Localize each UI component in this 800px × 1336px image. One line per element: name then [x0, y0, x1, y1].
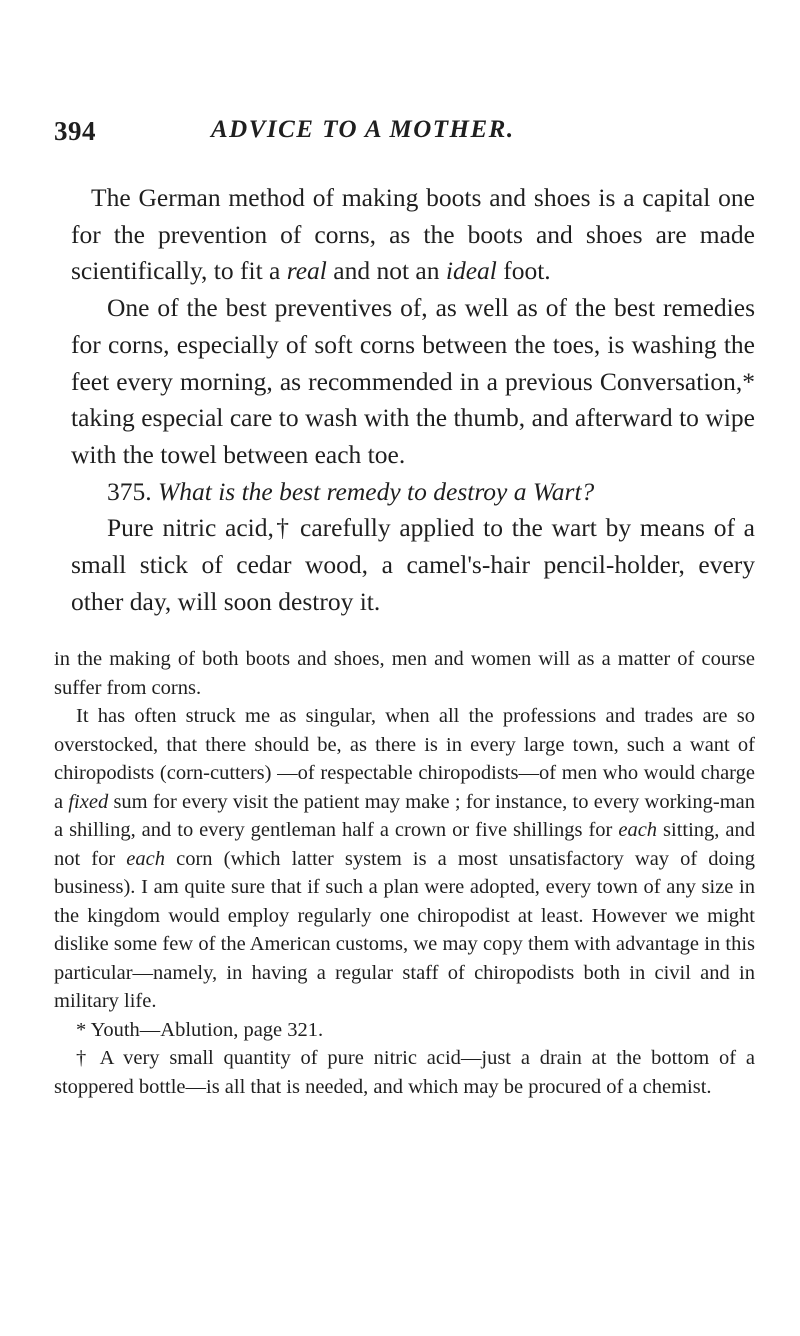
- text-run: It has often struck me as singular, when all the professions and trades are so overstocked, that there should be, as there is in every large town, such a want of chiropodists (corn-cutters) —of respectable chiropodists—of men who would charge a: [54, 705, 755, 813]
- footnote-asterisk: * Youth—Ablution, page 321.: [76, 1018, 324, 1041]
- running-head: ADVICE TO A MOTHER.: [211, 116, 515, 143]
- paragraph-nitric-acid: Pure nitric acid,† carefully applied to the wart by means of a small stick of cedar wood, a camel's-hair pencil-holder, every other day, will soon destroy it.: [71, 513, 755, 616]
- page-number: 394: [54, 116, 96, 146]
- emphasis-real: real: [286, 256, 327, 286]
- question-heading: [71, 474, 755, 511]
- text-run: sitting, and not for: [54, 819, 755, 870]
- text-run: foot.: [496, 256, 551, 286]
- footnotes: [54, 645, 755, 1101]
- emphasis-fixed: fixed: [68, 790, 109, 813]
- paragraph-boots: [71, 180, 755, 290]
- footnote-continuation: in the making of both boots and shoes, men and women will as a matter of course suffer from corns.: [54, 648, 755, 699]
- text-run: and not an: [326, 256, 446, 286]
- question-number: 375.: [107, 476, 158, 506]
- text-run: corn (which latter system is a most unsatisfactory way of doing business). I am quite sure that if such a plan were adopted, every town of any size in the kingdom would employ regularly one chiropodist at least. However we might dislike some few of the American customs, we may copy them with advantage in this particular—namely, in having a regular staff of chiropodists both in civil and in military life.: [54, 847, 755, 1012]
- question-text: What is the best remedy to destroy a Wart?: [158, 476, 595, 506]
- main-text: [71, 180, 755, 620]
- paragraph-washing: One of the best preventives of, as well as of the best remedies for corns, especially of soft corns between the toes, is washing the feet every morning, as recommended in a previous Conversation,* taking especial care to wash with the thumb, and afterward to wipe with the towel between each toe.: [71, 293, 755, 469]
- emphasis-each: each: [126, 847, 165, 870]
- text-run: sum for every visit the patient may make ; for instance, to every working-man a shilling, and to every gentleman half a crown or five shillings for: [54, 790, 755, 841]
- emphasis-each: each: [618, 819, 658, 841]
- text-run: The German method of making boots and shoes is a capital one for the prevention of corns, as the boots and shoes are made scientifically, to fit a: [71, 183, 755, 286]
- page-header: [54, 116, 754, 156]
- footnote-dagger: † A very small quantity of pure nitric acid—just a drain at the bottom of a stoppered bottle—is all that is needed, and which may be procured of a chemist.: [54, 1047, 755, 1098]
- emphasis-ideal: ideal: [445, 256, 497, 286]
- footnote-chiropodists: [54, 702, 755, 1016]
